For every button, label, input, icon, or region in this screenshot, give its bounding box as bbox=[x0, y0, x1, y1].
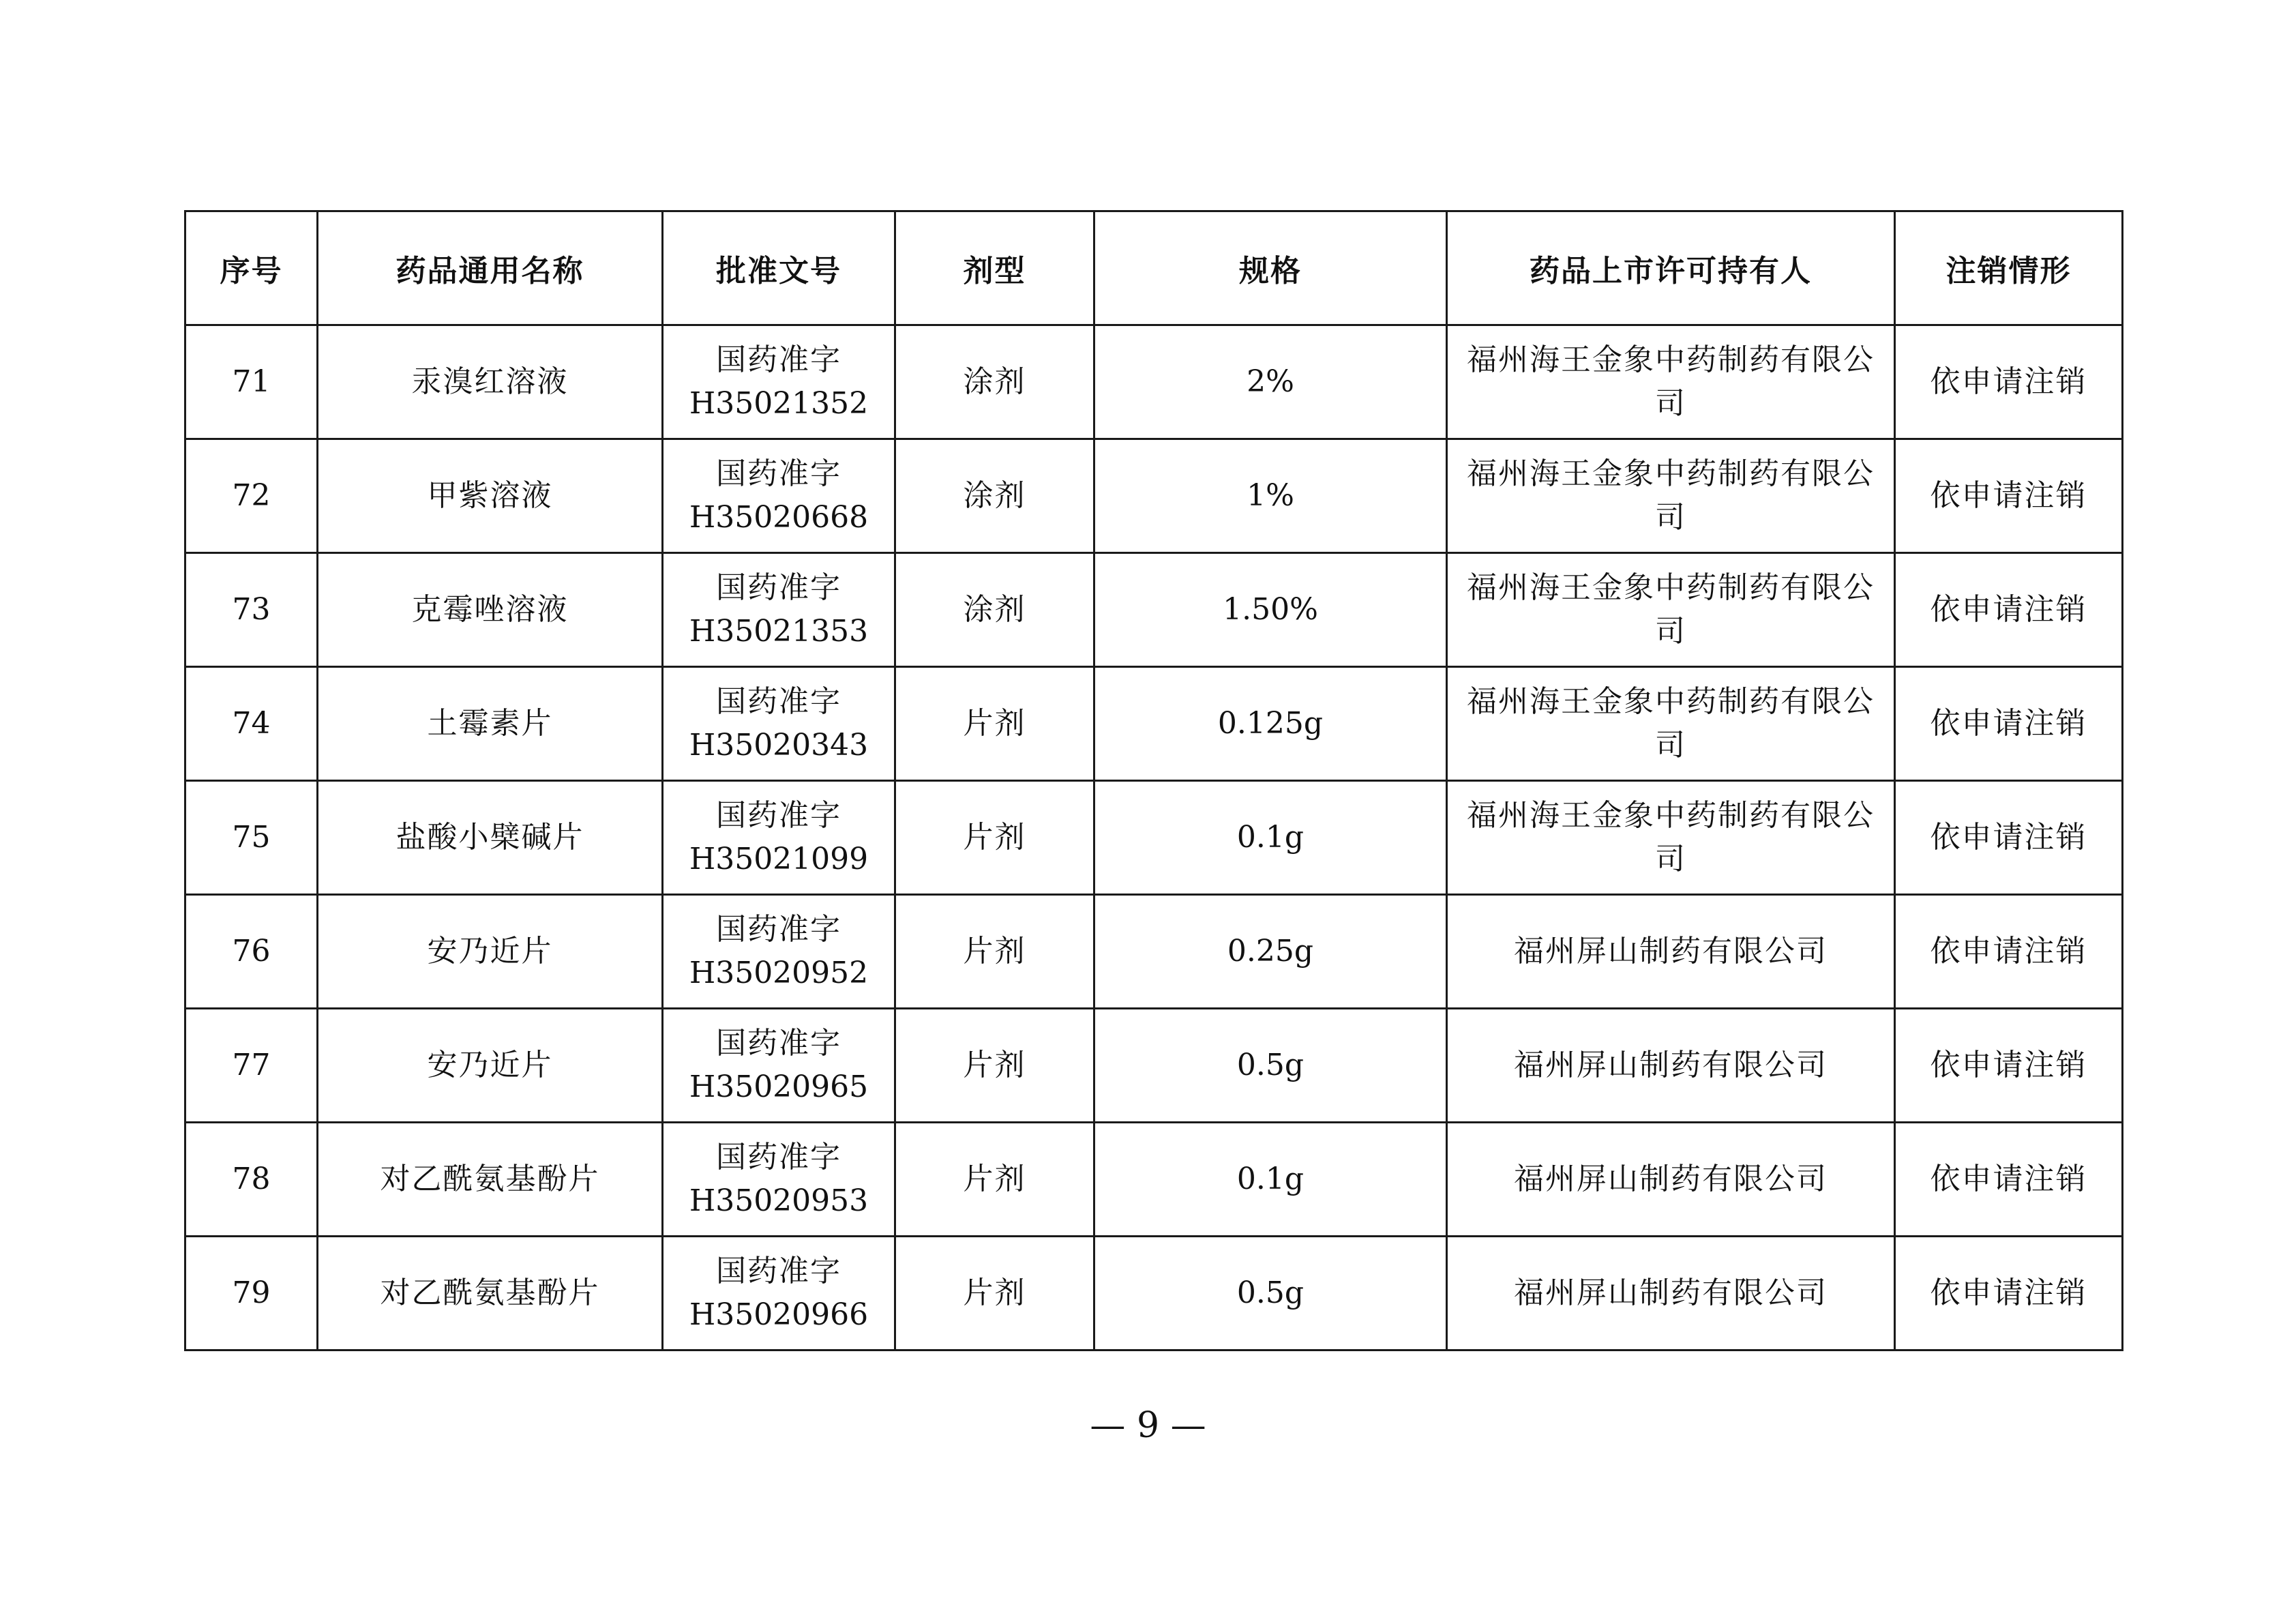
cell-license-holder: 福州海王金象中药制药有限公司 bbox=[1447, 553, 1895, 667]
cell-license-holder: 福州屏山制药有限公司 bbox=[1447, 1009, 1895, 1123]
approval-code: H35021099 bbox=[689, 842, 869, 876]
cell-specification: 1.50% bbox=[1094, 553, 1447, 667]
cell-license-holder: 福州海王金象中药制药有限公司 bbox=[1447, 781, 1895, 895]
cell-drug-name: 盐酸小檗碱片 bbox=[318, 781, 663, 895]
cell-dosage-form: 涂剂 bbox=[895, 439, 1094, 553]
cell-cancellation-reason: 依申请注销 bbox=[1895, 895, 2123, 1009]
cell-approval-number bbox=[663, 1009, 895, 1123]
cell-drug-name: 甲紫溶液 bbox=[318, 439, 663, 553]
cell-approval-number bbox=[663, 553, 895, 667]
cell-seq: 79 bbox=[185, 1237, 318, 1350]
table-row bbox=[185, 1123, 2123, 1237]
approval-prefix: 国药准字 bbox=[716, 912, 841, 947]
cell-cancellation-reason: 依申请注销 bbox=[1895, 1123, 2123, 1237]
table-row bbox=[185, 781, 2123, 895]
cell-specification: 1% bbox=[1094, 439, 1447, 553]
cell-dosage-form: 片剂 bbox=[895, 1009, 1094, 1123]
cell-cancellation-reason: 依申请注销 bbox=[1895, 1237, 2123, 1350]
cell-approval-number bbox=[663, 439, 895, 553]
header-dosage-form: 剂型 bbox=[895, 211, 1094, 325]
header-seq: 序号 bbox=[185, 211, 318, 325]
cell-approval-number bbox=[663, 1237, 895, 1350]
cell-license-holder: 福州海王金象中药制药有限公司 bbox=[1447, 667, 1895, 781]
cell-approval-number bbox=[663, 667, 895, 781]
cell-drug-name: 土霉素片 bbox=[318, 667, 663, 781]
cell-cancellation-reason: 依申请注销 bbox=[1895, 439, 2123, 553]
cell-seq: 72 bbox=[185, 439, 318, 553]
header-specification: 规格 bbox=[1094, 211, 1447, 325]
cell-drug-name: 安乃近片 bbox=[318, 895, 663, 1009]
approval-code: H35020343 bbox=[689, 728, 869, 763]
cell-dosage-form: 涂剂 bbox=[895, 553, 1094, 667]
table-row bbox=[185, 325, 2123, 439]
approval-prefix: 国药准字 bbox=[716, 1140, 841, 1175]
header-row bbox=[185, 211, 2123, 325]
header-license-holder: 药品上市许可持有人 bbox=[1447, 211, 1895, 325]
cell-license-holder: 福州屏山制药有限公司 bbox=[1447, 1123, 1895, 1237]
approval-code: H35021353 bbox=[689, 614, 869, 649]
cell-seq: 73 bbox=[185, 553, 318, 667]
approval-prefix: 国药准字 bbox=[716, 1026, 841, 1061]
approval-code: H35020966 bbox=[689, 1297, 869, 1332]
page-number: — 9 — bbox=[1090, 1405, 1206, 1446]
approval-code: H35020965 bbox=[689, 1069, 869, 1104]
approval-prefix: 国药准字 bbox=[716, 684, 841, 719]
cell-seq: 75 bbox=[185, 781, 318, 895]
header-approval-number: 批准文号 bbox=[663, 211, 895, 325]
cell-dosage-form: 片剂 bbox=[895, 781, 1094, 895]
cell-dosage-form: 片剂 bbox=[895, 667, 1094, 781]
cell-license-holder: 福州屏山制药有限公司 bbox=[1447, 1237, 1895, 1350]
cell-drug-name: 汞溴红溶液 bbox=[318, 325, 663, 439]
cell-seq: 76 bbox=[185, 895, 318, 1009]
approval-prefix: 国药准字 bbox=[716, 570, 841, 605]
cell-approval-number bbox=[663, 895, 895, 1009]
approval-prefix: 国药准字 bbox=[716, 798, 841, 833]
cell-drug-name: 克霉唑溶液 bbox=[318, 553, 663, 667]
table-body bbox=[185, 325, 2123, 1350]
table-row bbox=[185, 895, 2123, 1009]
table-row bbox=[185, 439, 2123, 553]
approval-code: H35020668 bbox=[689, 500, 869, 535]
cell-specification: 0.5g bbox=[1094, 1009, 1447, 1123]
cell-cancellation-reason: 依申请注销 bbox=[1895, 667, 2123, 781]
cell-cancellation-reason: 依申请注销 bbox=[1895, 781, 2123, 895]
cell-approval-number bbox=[663, 1123, 895, 1237]
cell-specification: 0.1g bbox=[1094, 1123, 1447, 1237]
approval-prefix: 国药准字 bbox=[716, 456, 841, 491]
cell-specification: 0.125g bbox=[1094, 667, 1447, 781]
cell-seq: 71 bbox=[185, 325, 318, 439]
table-row bbox=[185, 1009, 2123, 1123]
cell-cancellation-reason: 依申请注销 bbox=[1895, 553, 2123, 667]
cell-drug-name: 对乙酰氨基酚片 bbox=[318, 1237, 663, 1350]
cell-drug-name: 对乙酰氨基酚片 bbox=[318, 1123, 663, 1237]
cell-approval-number bbox=[663, 781, 895, 895]
cell-license-holder: 福州屏山制药有限公司 bbox=[1447, 895, 1895, 1009]
cell-dosage-form: 片剂 bbox=[895, 895, 1094, 1009]
cell-specification: 0.25g bbox=[1094, 895, 1447, 1009]
header-drug-name: 药品通用名称 bbox=[318, 211, 663, 325]
cell-cancellation-reason: 依申请注销 bbox=[1895, 325, 2123, 439]
table-row bbox=[185, 553, 2123, 667]
header-cancellation-reason: 注销情形 bbox=[1895, 211, 2123, 325]
cell-license-holder: 福州海王金象中药制药有限公司 bbox=[1447, 439, 1895, 553]
approval-prefix: 国药准字 bbox=[716, 342, 841, 377]
approval-code: H35020953 bbox=[689, 1183, 869, 1218]
cell-seq: 78 bbox=[185, 1123, 318, 1237]
cell-specification: 0.1g bbox=[1094, 781, 1447, 895]
cell-dosage-form: 涂剂 bbox=[895, 325, 1094, 439]
cell-dosage-form: 片剂 bbox=[895, 1237, 1094, 1350]
cell-dosage-form: 片剂 bbox=[895, 1123, 1094, 1237]
approval-code: H35020952 bbox=[689, 956, 869, 990]
cell-drug-name: 安乃近片 bbox=[318, 1009, 663, 1123]
table-header bbox=[185, 211, 2123, 325]
cell-seq: 77 bbox=[185, 1009, 318, 1123]
cell-license-holder: 福州海王金象中药制药有限公司 bbox=[1447, 325, 1895, 439]
cell-cancellation-reason: 依申请注销 bbox=[1895, 1009, 2123, 1123]
cell-specification: 0.5g bbox=[1094, 1237, 1447, 1350]
approval-code: H35021352 bbox=[689, 386, 869, 421]
cell-seq: 74 bbox=[185, 667, 318, 781]
table-row bbox=[185, 1237, 2123, 1350]
approval-prefix: 国药准字 bbox=[716, 1254, 841, 1288]
cell-approval-number bbox=[663, 325, 895, 439]
cell-specification: 2% bbox=[1094, 325, 1447, 439]
table-row bbox=[185, 667, 2123, 781]
drug-cancellation-table bbox=[184, 210, 2123, 1351]
